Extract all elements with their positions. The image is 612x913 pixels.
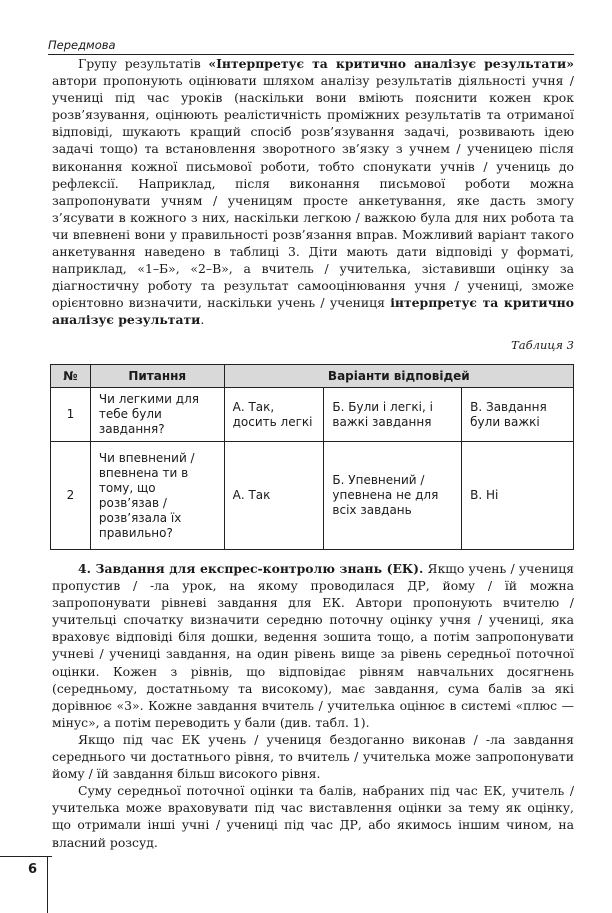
table-row (51, 388, 574, 442)
answer-b: Б. Упевнений / упевнена не для всіх завдань (324, 442, 462, 550)
section-4-text: Якщо учень / учениця пропустив / -ла урок, на якому проводилася ДР, йому / їй можна запропонувати рівневі завдання для ЕК. Автори пропонують вчителю / учительці спочатку визначити середню поточну оцінку учня / учениці, яка враховує відповіді біля дошки, ведення зошита тощо, а потім запропонувати учневі / учениці завдання, на один рівень вище за рівень середньої поточної оцінки. Кожен з рівнів, що відповідає рівням навчальних досягнень (середньому, достатньому та високому), має завдання, сума балів за які дорівнює «3». Кожне завдання вчитель / учителька оцінює в системі «плюс — мінус», а потім переводить у бали (див. табл. 1). (52, 561, 574, 730)
intro-bold-term-2: інтерпретує та критично аналізує результати (52, 295, 574, 328)
answer-c: В. Завдання були важкі (462, 388, 574, 442)
answer-b: Б. Були і легкі, і важкі завдання (324, 388, 462, 442)
header-question: Питання (90, 365, 224, 388)
page-number: 6 (28, 862, 38, 877)
intro-bold-term: «Інтерпретує та критично аналізує результати» (208, 56, 574, 71)
body-section-4 (52, 560, 574, 851)
table-row (51, 442, 574, 550)
row-number: 1 (51, 388, 91, 442)
section-4-heading: 4. Завдання для експрес-контролю знань (ЕК). (78, 561, 424, 576)
intro-paragraph (52, 55, 574, 329)
header-number: № (51, 365, 91, 388)
answer-a: А. Так (224, 442, 324, 550)
row-question: Чи впевнений / впевнена ти в тому, що розв’язав / розв’язала їх правильно? (90, 442, 224, 550)
footer-rule (0, 856, 52, 857)
intro-text-body: автори пропонують оцінювати шляхом аналізу результатів діяльності учня / учениці під час уроків (наскільки вони вміють пояснити кожен крок розв’язування, оцінюють реалістичність проміжних результатів та отриманої відповіді, шукають кращий спосіб розв’язування задачі, розвивають ідею задачі тощо) та встановлення зворотного зв’язку з учнем / ученицею після виконання кожної письмової роботи, тобто спонукати учнів / учениць до рефлексії. Наприклад, після виконання письмової роботи можна запропонувати учням / ученицям просте анкетування, яке дасть змогу з’ясувати в кожного з них, наскільки легкою / важкою була для них робота та чи впевнені вони у правильності розв’язання вправ. Можливий варіант такого анкетування наведено в таблиці 3. Діти мають дати відповіді у форматі, наприклад, «1–Б», «2–В», а вчитель / учителька, зіставивши оцінку за діагностичну роботу та результат самооцінювання учня / учениці, зможе орієнтовно визначити, наскільки учень / учениця (52, 73, 574, 311)
row-number: 2 (51, 442, 91, 550)
paragraph-2: Якщо під час ЕК учень / учениця бездоганно виконав / -ла завдання середнього чи достатнього рівня, то вчитель / учителька може запропонувати йому / їй завдання більш високого рівня. (52, 731, 574, 782)
survey-table (50, 364, 574, 550)
running-header: Передмова (48, 38, 574, 55)
intro-text-start: Групу результатів (78, 56, 209, 71)
table-caption: Таблиця 3 (511, 338, 574, 352)
row-question: Чи легкими для тебе були завдання? (90, 388, 224, 442)
intro-text-end: . (200, 312, 205, 328)
footer-vertical-rule (47, 856, 48, 913)
answer-c: В. Ні (462, 442, 574, 550)
header-answers: Варіанти відповідей (224, 365, 573, 388)
answer-a: А. Так, досить легкі (224, 388, 324, 442)
table-header-row (51, 365, 574, 388)
paragraph-3: Суму середньої поточної оцінки та балів, набраних під час ЕК, учитель / учителька може враховувати під час виставлення оцінки за тему як оцінку, що отримали інші учні / учениці під час ДР, або якимось іншим чином, на власний розсуд. (52, 783, 574, 850)
